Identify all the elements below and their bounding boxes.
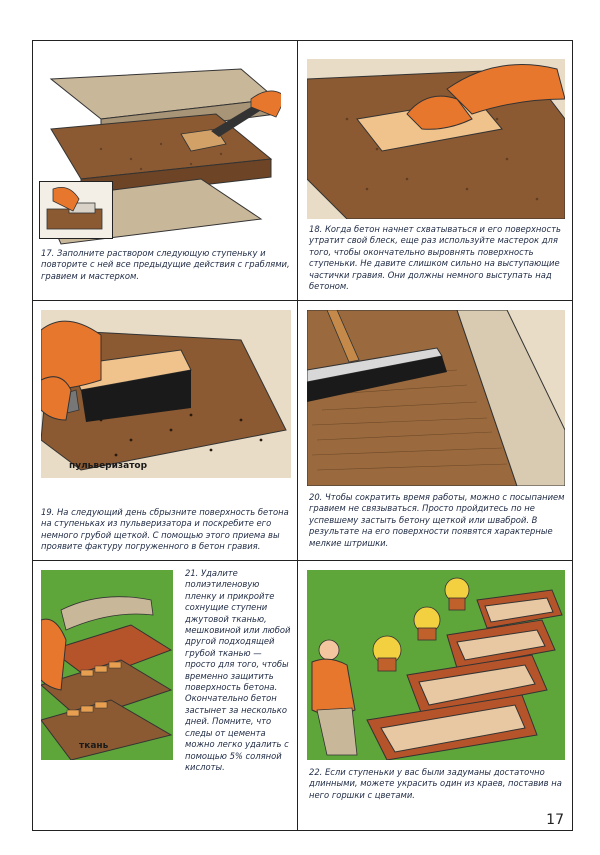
step-21-caption: 21. Удалите полиэтиленовую пленку и прикройте сохнущие ступени джутовой тканью, мешковиной или любой другой подходящей грубой тканью — просто для того, чтобы временно защитить поверхность бетона. Окончательно бетон застынет за несколько дней. Помните, что следы от цемента можно легко удалить с помощью 5% соляной кислоты. — [185, 568, 291, 772]
sprayer-label: пульверизатор — [69, 461, 148, 471]
step-17-inset-illustration — [39, 181, 113, 239]
row-divider-2 — [32, 560, 573, 561]
step-19-panel — [33, 302, 297, 560]
fabric-label: ткань — [79, 741, 109, 751]
step-18-caption: 18. Когда бетон начнет схватываться и его поверхность утратит свой блеск, еще раз используйте мастерок для того, чтобы окончательно выровнять поверхность ступеньки. Не давите слишком сильно на выступающие частички гравия. Они должны немного выступать над бетоном. — [309, 224, 561, 292]
step-20-panel — [299, 302, 572, 560]
step-20-illustration — [307, 310, 565, 486]
step-17-panel — [33, 41, 297, 300]
step-17-caption: 17. Заполните раствором следующую ступеньку и повторите с ней все предыдущие действия с граблями, гравием и мастерком. — [41, 248, 290, 281]
step-22-caption: 22. Если ступеньки у вас были задуманы достаточно длинными, можете украсить один из краев, поставив на него горшки с цветами. — [309, 767, 562, 800]
page-number: 17 — [546, 812, 564, 828]
step-20-caption: 20. Чтобы сократить время работы, можно с посыпанием гравием не связываться. Просто пройдитесь по не успевшему застыть бетону щеткой или шваброй. В результате на его поверхности появятся характерные мелкие штришки. — [309, 492, 565, 548]
row-divider-1 — [32, 300, 573, 301]
step-19-caption: 19. На следующий день сбрызните поверхность бетона на ступеньках из пульверизатора и поскребите его немного грубой щеткой. С помощью этого приема вы проявите фактуру погруженного в бетон гравия. — [41, 507, 289, 552]
step-18-illustration — [307, 59, 565, 219]
step-21-panel — [33, 562, 297, 830]
step-22-illustration — [307, 570, 565, 760]
step-19-illustration — [41, 310, 291, 478]
step-18-panel — [299, 41, 572, 300]
column-divider — [297, 40, 298, 831]
step-21-illustration — [41, 570, 173, 760]
step-22-panel — [299, 562, 572, 830]
